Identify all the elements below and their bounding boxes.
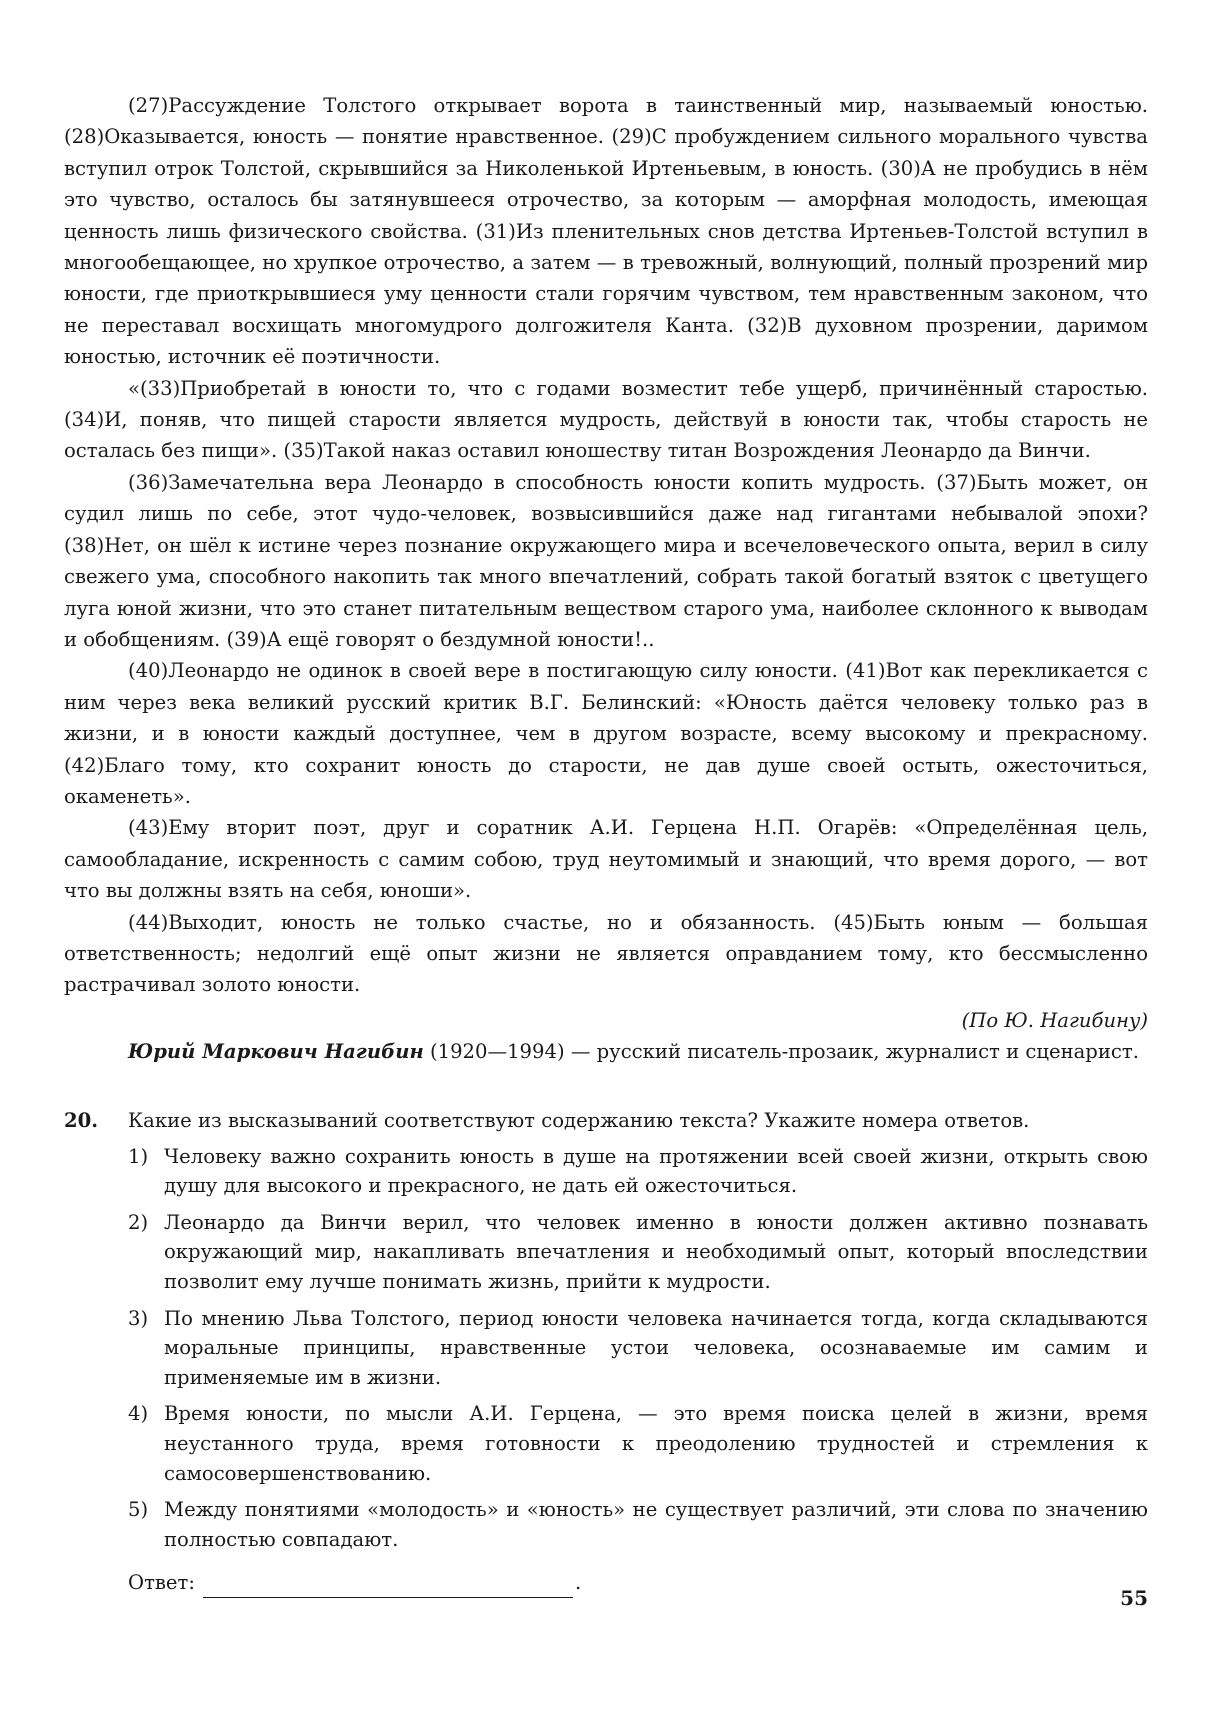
- option-text: Леонардо да Винчи верил, что человек именно в юности должен активно познавать окружающий мир, накапливать впечатления и необходимый опыт, который впоследствии позволит ему лучше понимать жизнь, прийти к мудрости.: [164, 1210, 1148, 1293]
- author-bio: [64, 1036, 1148, 1067]
- answer-label: Ответ:: [128, 1571, 195, 1595]
- option-1: [128, 1142, 1148, 1201]
- paragraph: (44)Выходит, юность не только счастье, но и обязанность. (45)Быть юным — большая ответственность; недолгий ещё опыт жизни не является оправданием тому, кто бессмысленно растрачивал золото юности.: [64, 910, 1148, 997]
- option-number: 4): [128, 1402, 149, 1426]
- option-5: [128, 1495, 1148, 1554]
- option-number: 5): [128, 1498, 149, 1522]
- page-number: 55: [1120, 1586, 1148, 1610]
- answer-options: [64, 1142, 1148, 1555]
- task-question: Какие из высказываний соответствуют содержанию текста? Укажите номера ответов.: [128, 1109, 1030, 1132]
- text-source: (По Ю. Нагибину): [961, 1008, 1148, 1032]
- answer-blank[interactable]: [203, 1575, 573, 1598]
- option-2: [128, 1208, 1148, 1297]
- option-3: [128, 1304, 1148, 1393]
- paragraph: (36)Замечательна вера Леонардо в способность юности копить мудрость. (37)Быть может, он судил лишь по себе, этот чудо-человек, возвысившийся даже над гигантами небывалой эпохи? (38)Нет, он шёл к истине через познание окружающего мира и всечеловеческого опыта, верил в силу свежего ума, способного накопить так много впечатлений, собрать такой богатый взяток с цветущего луга юной жизни, что это станет питательным веществом старого ума, наиболее склонного к выводам и обобщениям. (39)А ещё говорят о бездумной юности!..: [64, 470, 1148, 651]
- option-text: Человеку важно сохранить юность в душе на протяжении всей своей жизни, открыть свою душу для высокого и прекрасного, не дать ей ожесточиться.: [164, 1144, 1148, 1198]
- option-text: По мнению Льва Толстого, период юности человека начинается тогда, когда складываются моральные принципы, нравственные устои человека, осознаваемые им самим и применяемые им в жизни.: [164, 1306, 1148, 1389]
- reading-text: [64, 90, 1148, 1068]
- task-20: [64, 1106, 1148, 1598]
- option-4: [128, 1399, 1148, 1488]
- paragraph: (27)Рассуждение Толстого открывает ворота в таинственный мир, называемый юностью. (28)Оказывается, юность — понятие нравственное. (29)С пробуждением сильного морального чувства вступил отрок Толстой, скрывшийся за Николенькой Иртеньевым, в юность. (30)А не пробудись в нём это чувство, осталось бы затянувшееся отрочество, за которым — аморфная молодость, имеющая ценность лишь физического свойства. (31)Из пленительных снов детства Иртеньев-Толстой вступил в многообещающее, но хрупкое отрочество, а затем — в тревожный, волнующий, полный прозрений мир юности, где приоткрывшиеся уму ценности стали горячим чувством, тем нравственным законом, что не переставал восхищать многомудрого долгожителя Канта. (32)В духовном прозрении, даримом юностью, источник её поэтичности.: [64, 94, 1148, 369]
- option-text: Время юности, по мысли А.И. Герцена, — это время поиска целей в жизни, время неустанного труда, время готовности к преодолению трудностей и стремления к самосовершенствованию.: [164, 1402, 1148, 1485]
- option-number: 2): [128, 1210, 149, 1234]
- paragraph: «(33)Приобретай в юности то, что с годами возместит тебе ущерб, причинённый старостью. (34)И, поняв, что пищей старости является мудрость, действуй в юности так, чтобы старость не осталась без пищи». (35)Такой наказ оставил юношеству титан Возрождения Леонардо да Винчи.: [64, 376, 1148, 463]
- task-number: 20.: [64, 1109, 99, 1132]
- paragraph: (40)Леонардо не одинок в своей вере в постигающую силу юности. (41)Вот как перекликается с ним через века великий русский критик В.Г. Белинский: «Юность даётся человеку только раз в жизни, и в юности каждый доступнее, чем в другом возрасте, всему высокому и прекрасному. (42)Благо тому, кто сохранит юность до старости, не дав душе своей остыть, ожесточиться, окаменеть».: [64, 659, 1148, 808]
- task-header: [64, 1106, 1148, 1136]
- answer-suffix: .: [574, 1571, 582, 1595]
- paragraph: (43)Ему вторит поэт, друг и соратник А.И. Герцена Н.П. Огарёв: «Определённая цель, самообладание, искренность с самим собою, труд неутомимый и знающий, что время дорого, — вот что вы должны взять на себя, юноши».: [64, 816, 1148, 903]
- answer-row: [64, 1568, 1148, 1598]
- author-bio-text: (1920—1994) — русский писатель-прозаик, журналист и сценарист.: [423, 1040, 1139, 1064]
- author-name: Юрий Маркович Нагибин: [128, 1040, 424, 1064]
- option-number: 3): [128, 1306, 149, 1330]
- option-number: 1): [128, 1144, 149, 1168]
- option-text: Между понятиями «молодость» и «юность» не существует различий, эти слова по значению полностью совпадают.: [164, 1498, 1148, 1551]
